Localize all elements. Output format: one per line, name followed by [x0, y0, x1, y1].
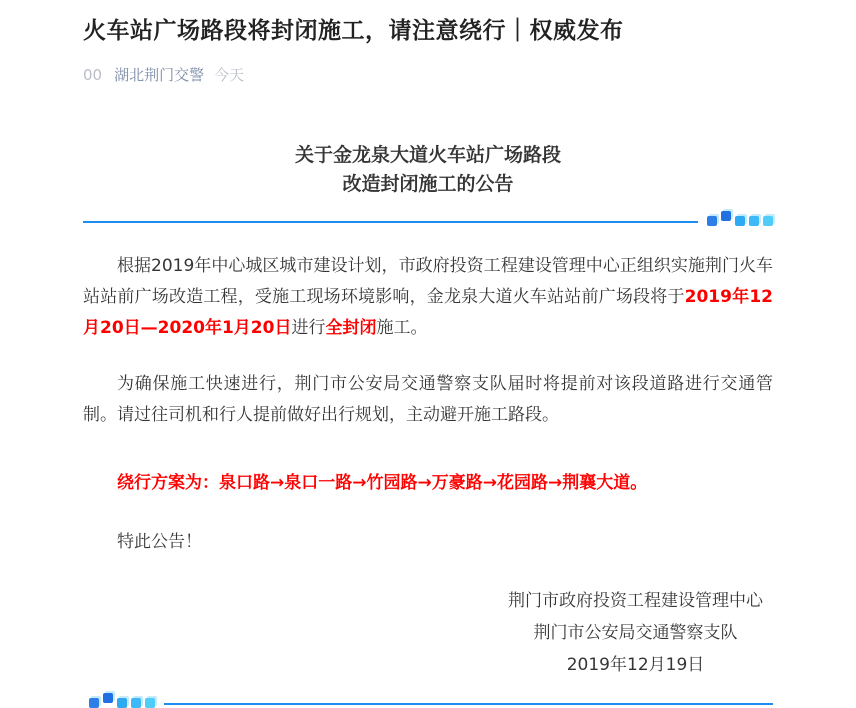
- decor-square-icon: [721, 211, 731, 221]
- closure-dates: 2019年12月20日—2020年1月20日: [83, 287, 773, 339]
- notice-heading-line1: 关于金龙泉大道火车站广场路段: [294, 144, 561, 167]
- paragraph-text: 根据2019年中心城区城市建设计划，市政府投资工程建设管理中心正组织实施荆门火车站站前广场改造工程，受施工现场环境影响，金龙泉大道火车站站前广场段将于: [83, 256, 773, 308]
- divider-squares: [707, 216, 773, 226]
- article-title: 火车站广场路段将封闭施工，请注意绕行｜权威发布: [83, 18, 624, 44]
- signature-date: 2019年12月19日: [566, 655, 705, 676]
- decor-square-icon: [131, 698, 141, 708]
- decor-square-icon: [89, 698, 99, 708]
- divider-line: [164, 703, 773, 705]
- article-page: [83, 0, 773, 708]
- decor-square-icon: [103, 693, 113, 703]
- divider-top: [83, 209, 773, 226]
- account-link[interactable]: 湖北荆门交警: [114, 66, 205, 85]
- paragraph-traffic-control: 为确保施工快速进行，荆门市公安局交通警察支队届时将提前对该段道路进行交通管制。请过往司机和行人提前做好出行规划，主动避开施工路段。: [83, 374, 773, 426]
- publish-time: 今天: [214, 66, 245, 85]
- decor-square-icon: [707, 216, 717, 226]
- full-closure-emphasis: 全封闭: [325, 318, 377, 339]
- divider-bottom: [83, 691, 773, 708]
- decor-square-icon: [117, 698, 127, 708]
- notice-heading: [83, 141, 773, 199]
- detour-plan: 绕行方案为：泉口路→泉口一路→竹园路→万豪路→花园路→荆襄大道。: [117, 473, 648, 494]
- decor-square-icon: [735, 216, 745, 226]
- article-meta: [83, 64, 773, 85]
- decor-square-icon: [145, 698, 155, 708]
- divider-line: [83, 221, 698, 223]
- paragraph-text: 进行: [291, 318, 326, 339]
- decor-square-icon: [749, 216, 759, 226]
- paragraph-text: 施工。: [376, 318, 428, 339]
- decor-square-icon: [763, 216, 773, 226]
- closing-statement: 特此公告！: [117, 532, 202, 553]
- signature-org-2: 荆门市公安局交通警察支队: [533, 623, 738, 644]
- paragraph-construction: [83, 251, 773, 344]
- signature-inner: [508, 585, 763, 681]
- divider-squares: [89, 698, 155, 708]
- signature-org-1: 荆门市政府投资工程建设管理中心: [508, 591, 763, 612]
- notice-heading-line2: 改造封闭施工的公告: [342, 173, 514, 196]
- meta-count: 00: [83, 65, 103, 84]
- signature-block: [83, 585, 773, 681]
